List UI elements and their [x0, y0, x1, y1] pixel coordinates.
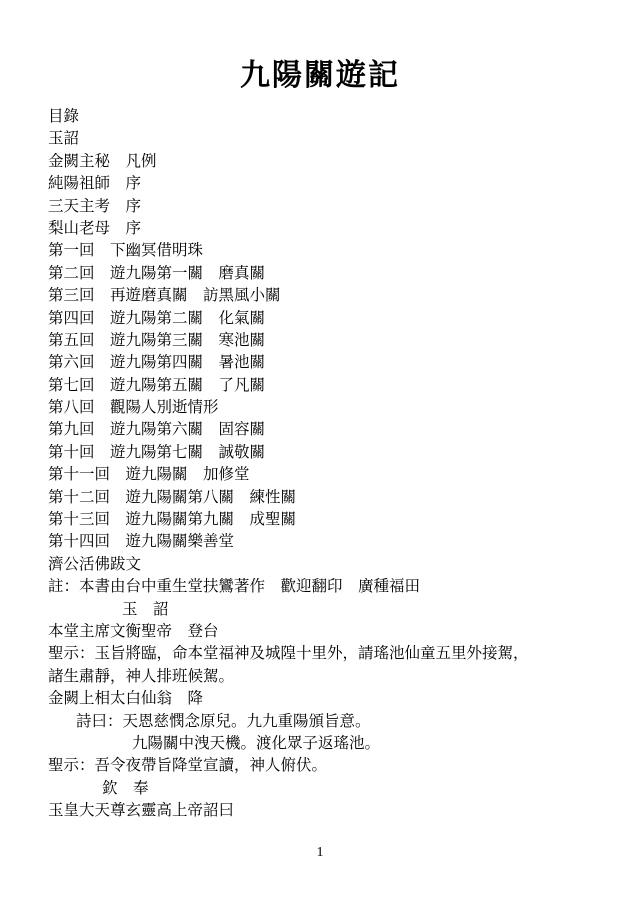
note-line: 註：本書由台中重生堂扶鸞著作 歡迎翻印 廣種福田	[48, 577, 421, 596]
toc-item: 第二回 遊九陽第一關 磨真關	[48, 263, 266, 282]
body-line: 玉皇大天尊玄靈高上帝詔曰	[48, 801, 235, 820]
toc-item: 第十四回 遊九陽關樂善堂	[48, 532, 235, 551]
toc-item: 第五回 遊九陽第三關 寒池關	[48, 330, 266, 349]
toc-heading: 目錄	[48, 107, 80, 125]
toc-item: 純陽祖師 序	[48, 174, 142, 193]
document-body	[48, 105, 628, 822]
body-line: 欽 奉	[102, 778, 149, 797]
poem-line: 九陽關中洩天機。渡化眾子返瑤池。	[132, 733, 381, 752]
document-title: 九陽關遊記	[240, 58, 400, 93]
toc-item: 梨山老母 序	[48, 218, 142, 237]
toc-item: 第九回 遊九陽第六關 固容關	[48, 420, 266, 439]
toc-item: 第十一回 遊九陽關 加修堂	[48, 465, 250, 484]
toc-item: 第十回 遊九陽第七關 誠敬關	[48, 442, 266, 461]
toc-item: 第六回 遊九陽第四關 暑池關	[48, 353, 266, 372]
body-line: 聖示：玉旨將臨，命本堂福神及城隍十里外，請瑤池仙童五里外接駕，	[48, 644, 529, 663]
toc-item: 第八回 觀陽人別逝情形	[48, 398, 219, 417]
toc-item: 玉詔	[48, 129, 80, 148]
section-heading: 玉 詔	[122, 599, 169, 618]
poem-line: 詩曰：天恩慈憫念原兒。九九重陽頒旨意。	[76, 711, 371, 730]
body-line: 聖示：吾令夜帶旨降堂宣讀，神人俯伏。	[48, 756, 328, 775]
body-line: 諸生肅靜，神人排班候駕。	[48, 666, 235, 685]
toc-item: 第十二回 遊九陽關第八關 練性關	[48, 487, 297, 506]
toc-item: 第十三回 遊九陽關第九關 成聖關	[48, 510, 297, 529]
toc-item: 第三回 再遊磨真關 訪黑風小關	[48, 286, 281, 305]
toc-item: 第一回 下幽冥借明珠	[48, 241, 204, 260]
toc-item: 金闕主秘 凡例	[48, 151, 157, 170]
toc-item: 三天主考 序	[48, 196, 142, 215]
page-number: 1	[316, 845, 324, 860]
toc-item: 濟公活佛跋文	[48, 554, 142, 573]
toc-item: 第七回 遊九陽第五關 了凡關	[48, 375, 266, 394]
toc-item: 第四回 遊九陽第二關 化氣關	[48, 308, 266, 327]
body-line: 本堂主席文衡聖帝 登台	[48, 621, 219, 640]
body-line: 金闕上相太白仙翁 降	[48, 689, 204, 708]
